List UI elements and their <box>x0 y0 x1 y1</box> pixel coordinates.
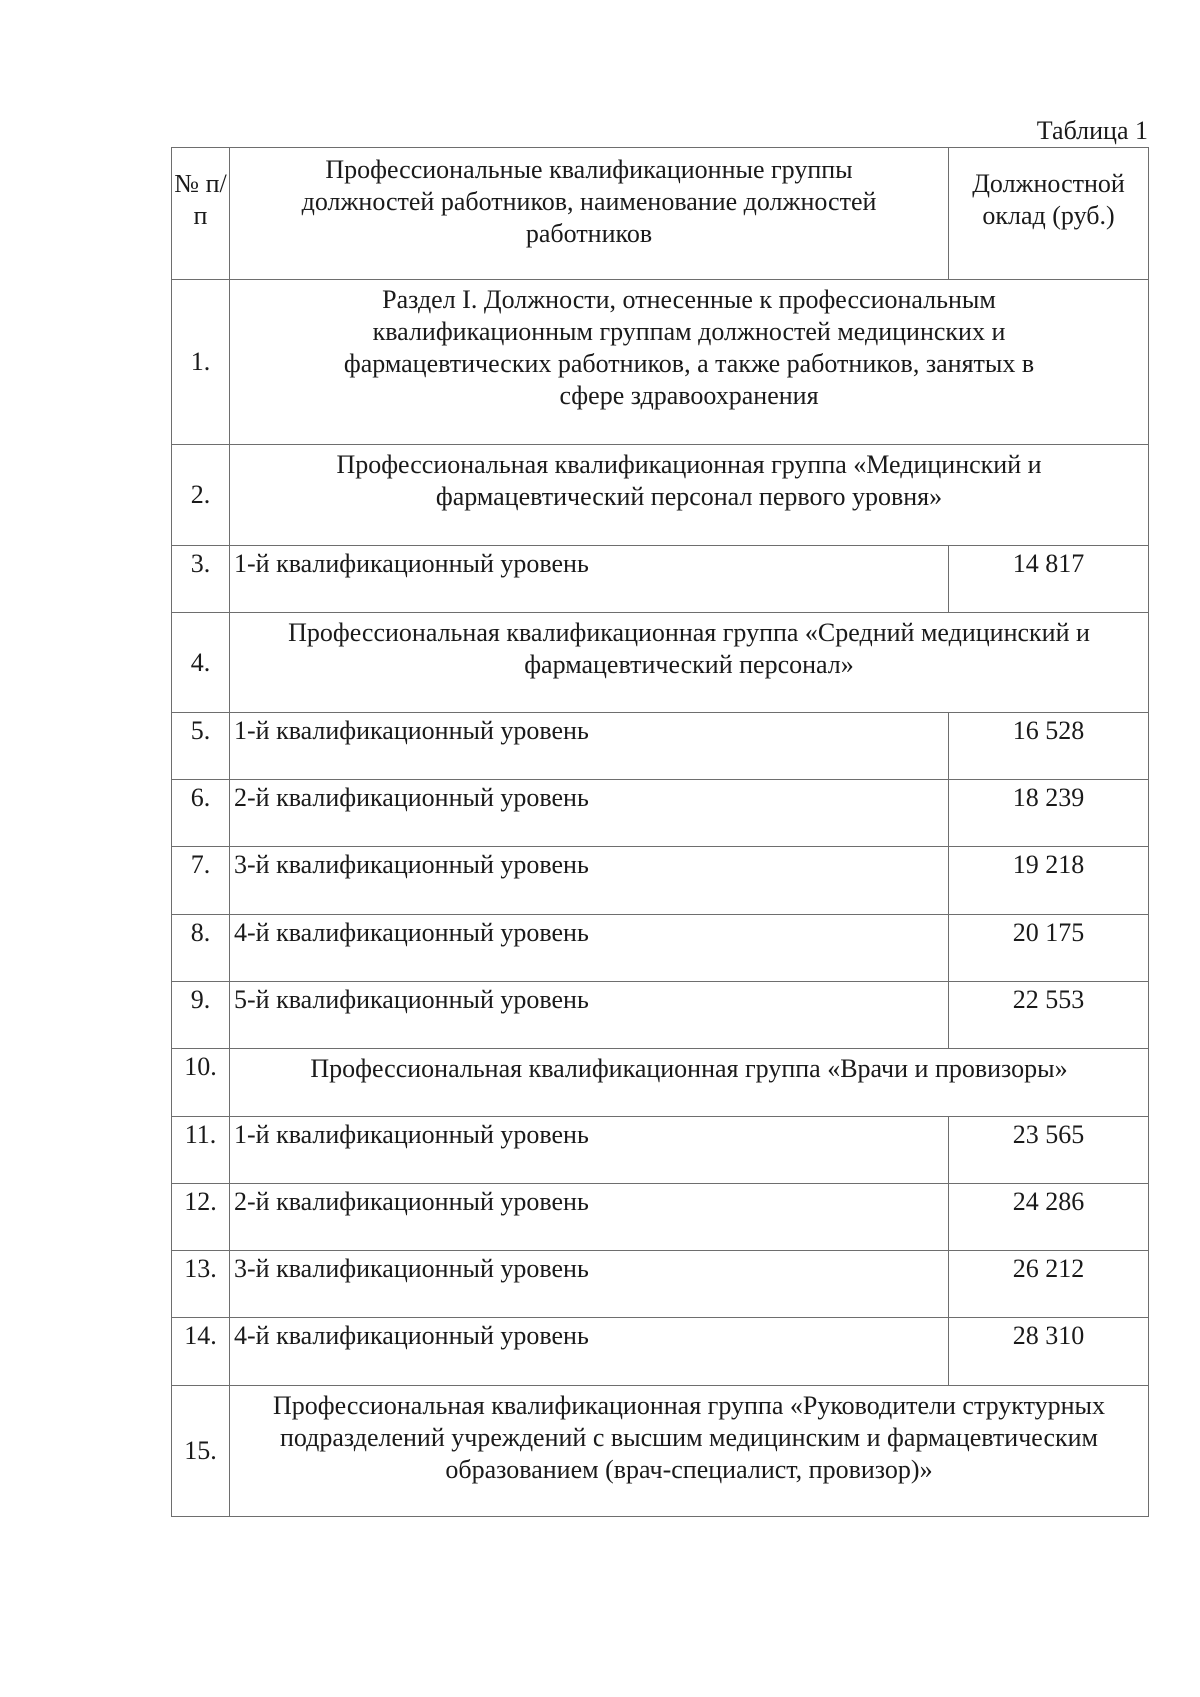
row-number: 13. <box>172 1251 230 1318</box>
table-row <box>172 915 1149 982</box>
row-number: 12. <box>172 1184 230 1251</box>
salary-value: 19 218 <box>949 847 1149 915</box>
salary-value: 22 553 <box>949 982 1149 1049</box>
table-row <box>172 847 1149 915</box>
table-row <box>172 546 1149 613</box>
table-header-row <box>172 148 1149 280</box>
salary-value: 23 565 <box>949 1117 1149 1184</box>
table-row <box>172 713 1149 780</box>
table-row <box>172 982 1149 1049</box>
table-row <box>172 1318 1149 1386</box>
group-title: Профессиональная квалификационная группа «Медицинский и фармацевтический персонал первого уровня» <box>230 445 1149 546</box>
table-caption: Таблица 1 <box>1036 116 1148 145</box>
row-number: 15. <box>172 1386 230 1517</box>
row-number: 2. <box>172 445 230 546</box>
level-name: 3-й квалификационный уровень <box>230 847 949 915</box>
group-title: Профессиональная квалификационная группа «Врачи и провизоры» <box>230 1049 1149 1117</box>
row-number: 3. <box>172 546 230 613</box>
row-number: 6. <box>172 780 230 847</box>
level-name: 4-й квалификационный уровень <box>230 915 949 982</box>
row-number: 11. <box>172 1117 230 1184</box>
row-number: 1. <box>172 280 230 445</box>
level-name: 1-й квалификационный уровень <box>230 713 949 780</box>
table-row <box>172 1184 1149 1251</box>
salary-value: 18 239 <box>949 780 1149 847</box>
table-row <box>172 1049 1149 1117</box>
row-number: 8. <box>172 915 230 982</box>
table-row <box>172 1386 1149 1517</box>
row-number: 9. <box>172 982 230 1049</box>
level-name: 2-й квалификационный уровень <box>230 1184 949 1251</box>
salary-value: 16 528 <box>949 713 1149 780</box>
table-row <box>172 445 1149 546</box>
salary-value: 24 286 <box>949 1184 1149 1251</box>
header-name: Профессиональные квалификационные группы должностей работников, наименование должностей работников <box>230 148 949 280</box>
salary-value: 26 212 <box>949 1251 1149 1318</box>
table-row <box>172 780 1149 847</box>
level-name: 1-й квалификационный уровень <box>230 546 949 613</box>
level-name: 2-й квалификационный уровень <box>230 780 949 847</box>
salary-value: 28 310 <box>949 1318 1149 1386</box>
row-number: 5. <box>172 713 230 780</box>
header-num: № п/п <box>172 148 230 280</box>
salary-table <box>171 147 1149 1517</box>
header-salary: Должностной оклад (руб.) <box>949 148 1149 280</box>
table-row <box>172 1251 1149 1318</box>
salary-value: 20 175 <box>949 915 1149 982</box>
level-name: 1-й квалификационный уровень <box>230 1117 949 1184</box>
row-number: 7. <box>172 847 230 915</box>
table-row <box>172 280 1149 445</box>
table-row <box>172 1117 1149 1184</box>
salary-value: 14 817 <box>949 546 1149 613</box>
group-title: Профессиональная квалификационная группа «Руководители структурных подразделений учреждений с высшим медицинским и фармацевтическим образованием (врач-специалист, провизор)» <box>230 1386 1149 1517</box>
level-name: 3-й квалификационный уровень <box>230 1251 949 1318</box>
section-title: Раздел I. Должности, отнесенные к профессиональным квалификационным группам должностей медицинских и фармацевтических работников, а также работников, занятых в сфере здравоохранения <box>230 280 1149 445</box>
row-number: 10. <box>172 1049 230 1117</box>
row-number: 14. <box>172 1318 230 1386</box>
table-row <box>172 613 1149 713</box>
row-number: 4. <box>172 613 230 713</box>
group-title: Профессиональная квалификационная группа «Средний медицинский и фармацевтический персонал» <box>230 613 1149 713</box>
level-name: 4-й квалификационный уровень <box>230 1318 949 1386</box>
level-name: 5-й квалификационный уровень <box>230 982 949 1049</box>
